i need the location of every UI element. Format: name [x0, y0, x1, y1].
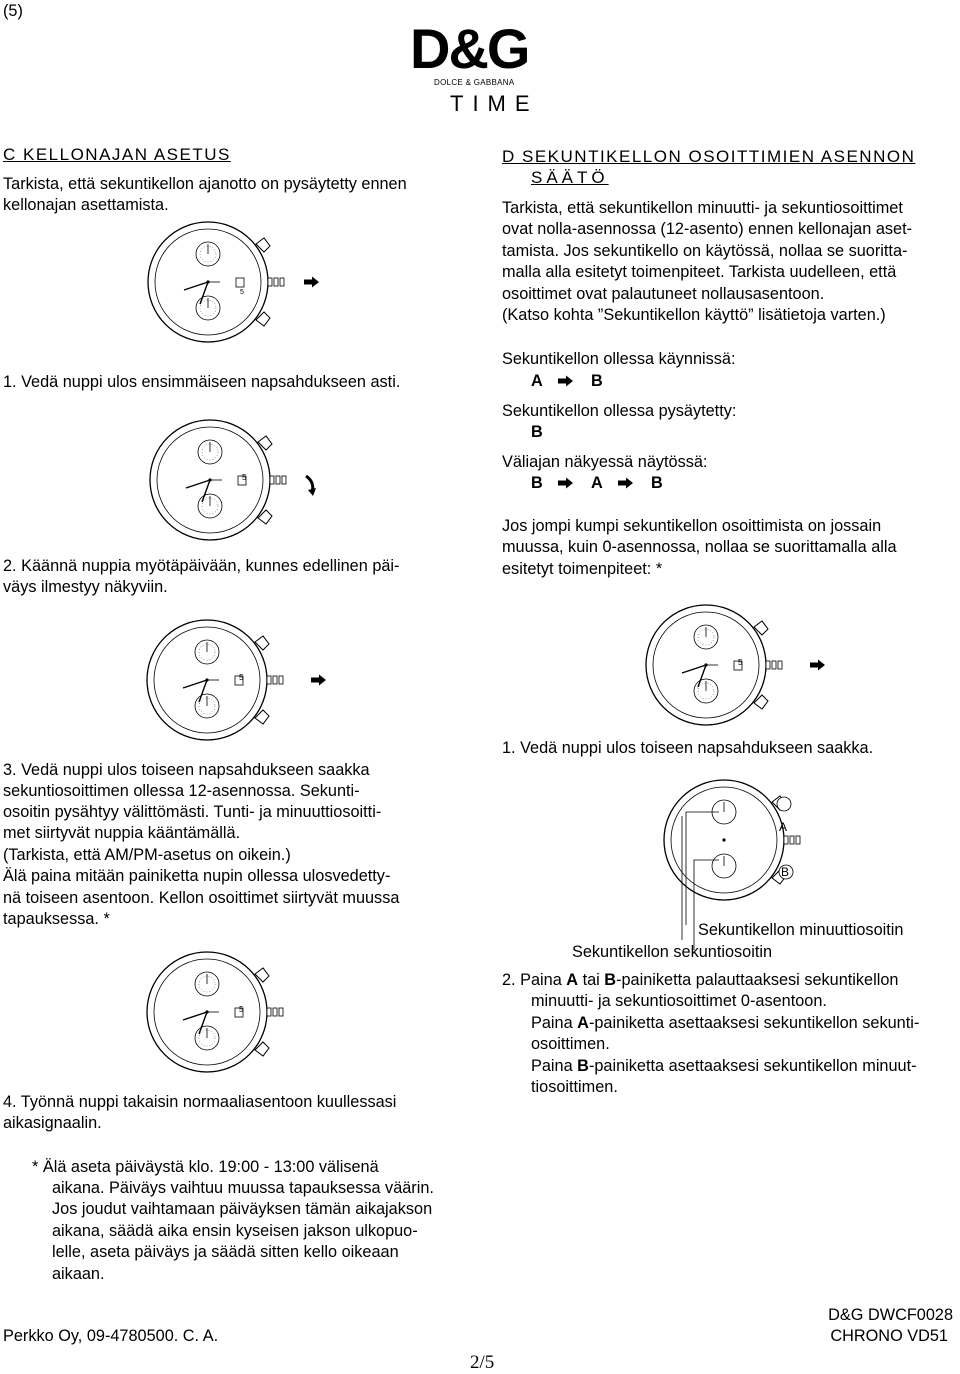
section-c-step3-line: tapauksessa. *: [3, 910, 110, 928]
footnote-line: lelle, aseta päiväys ja säädä sitten kello oikeaan: [52, 1243, 399, 1261]
section-d-heading: D SEKUNTIKELLON OSOITTIMIEN ASENNON: [502, 147, 916, 166]
section-c-step3-line: 3. Vedä nuppi ulos toiseen napsahdukseen saakka: [3, 761, 370, 779]
step2-a: A: [566, 971, 579, 989]
watch-diagram-3: [207, 680, 208, 681]
section-c-heading: C KELLONAJAN ASETUS: [3, 145, 231, 164]
section-c-step2-line: 2. Käännä nuppia myötäpäivään, kunnes edellinen päi-: [3, 557, 400, 575]
section-c-step3-line: osoitin pysähtyy välittömästi. Tunti- ja minuuttiosoitti-: [3, 803, 382, 821]
press-word: Paina: [531, 1057, 578, 1075]
footnote-line: aikana, säädä aika ensin kyseisen jakson ulkopuo-: [52, 1222, 418, 1240]
section-c-step3-line: nä toiseen asentoon. Kellon osoittimet siirtyvät muussa: [3, 889, 400, 907]
step2-prefix: 2. Paina: [502, 971, 567, 989]
running-label: Sekuntikellon ollessa käynnissä:: [502, 350, 736, 368]
step2-b: B: [604, 971, 617, 989]
split-label: Väliajan näkyessä näytössä:: [502, 453, 708, 471]
stopped-label: Sekuntikellon ollessa pysäytetty:: [502, 402, 737, 420]
footer-model1: D&G DWCF0028: [828, 1306, 953, 1324]
logo-text: D&G: [410, 17, 529, 80]
section-d-intro-line: osoittimet ovat palautuneet nollausasentoon.: [502, 285, 825, 303]
offzero-line: esitetyt toimenpiteet: *: [502, 560, 663, 578]
date-label: 5: [738, 658, 743, 667]
footer-left: Perkko Oy, 09-4780500. C. A.: [3, 1327, 219, 1345]
press-b-suffix: -painiketta asettaaksesi sekuntikellon minuut-: [588, 1057, 917, 1075]
watch-diagram-4: [207, 1012, 208, 1013]
press-a: A: [577, 1014, 589, 1032]
seq-running-b: B: [591, 372, 603, 390]
page-marker: (5): [3, 2, 23, 20]
section-c-step2-line: väys ilmestyy näkyviin.: [3, 578, 168, 596]
step2-mid: tai: [578, 971, 605, 989]
section-d-intro-line: tamista. Jos sekuntikello on käytössä, nollaa se suoritta-: [502, 242, 908, 260]
press-a-suffix: -painiketta asettaaksesi sekuntikellon sekunti-: [588, 1014, 920, 1032]
date-label: 5: [239, 673, 244, 682]
arrow-icon: [618, 483, 619, 484]
step2-suffix: -painiketta palauttaaksesi sekuntikellon: [616, 971, 899, 989]
watch-diagram-2: [210, 480, 211, 481]
section-c-step4-line: 4. Työnnä nuppi takaisin normaaliasentoon kuullessasi: [3, 1093, 397, 1111]
label-second-hand: Sekuntikellon sekuntiosoitin: [572, 943, 773, 961]
section-d-intro-line: malla alla esitetyt toimenpiteet. Tarkista uudelleen, että: [502, 263, 897, 281]
seq-split-b: B: [531, 474, 543, 492]
date-label: 5: [240, 289, 244, 296]
section-d-intro-line: ovat nolla-asennossa (12-asento) ennen kellonajan aset-: [502, 220, 913, 238]
logo-time: TIME: [450, 91, 539, 116]
footnote-line: aikaan.: [52, 1265, 105, 1283]
seq-running-a: A: [531, 372, 543, 390]
footnote-line: * Älä aseta päiväystä klo. 19:00 - 13:00 välisenä: [32, 1158, 379, 1176]
footnote-line: aikana. Päiväys vaihtuu muussa tapauksessa väärin.: [52, 1179, 434, 1197]
press-a-line2: osoittimen.: [531, 1035, 610, 1053]
callout-a: A: [779, 820, 788, 834]
label-minute-hand: Sekuntikellon minuuttiosoitin: [698, 921, 904, 939]
watch-diagram-5: [706, 665, 707, 666]
section-c-intro-line: kellonajan asettamista.: [3, 196, 169, 214]
arrow-icon: [558, 483, 559, 484]
section-c-step1: 1. Vedä nuppi ulos ensimmäiseen napsahdukseen asti.: [3, 373, 401, 391]
footnote-line: Jos joudut vaihtamaan päiväyksen tämän aikajakson: [52, 1200, 433, 1218]
offzero-line: muussa, kuin 0-asennossa, nollaa se suorittamalla alla: [502, 538, 897, 556]
press-b-line: [531, 1056, 917, 1078]
section-d-intro-line: Tarkista, että sekuntikellon minuutti- ja sekuntiosoittimet: [502, 199, 903, 217]
section-d-heading-line2: SÄÄTÖ: [531, 168, 609, 187]
watch-diagram-6: [724, 840, 725, 841]
section-c-step3-line: Älä paina mitään painiketta nupin ollessa ulosvedetty-: [3, 867, 391, 885]
seq-split-b2: B: [651, 474, 663, 492]
date-label: 5: [242, 473, 247, 482]
section-d-step2: [502, 970, 898, 992]
dg-time-logo: [410, 18, 558, 118]
seq-split-a: A: [591, 474, 603, 492]
seq-stopped-b: B: [531, 423, 543, 441]
press-b: B: [577, 1057, 589, 1075]
section-c-step3-line: sekuntiosoittimen ollessa 12-asennossa. Sekunti-: [3, 782, 360, 800]
section-c-step3-line: (Tarkista, että AM/PM-asetus on oikein.): [3, 846, 291, 864]
logo-subtext: DOLCE & GABBANA: [434, 78, 515, 87]
callout-b: B: [781, 865, 790, 879]
section-d-step1: 1. Vedä nuppi ulos toiseen napsahdukseen saakka.: [502, 739, 874, 757]
press-word: Paina: [531, 1014, 578, 1032]
page-number: 2/5: [470, 1352, 495, 1373]
offzero-line: Jos jompi kumpi sekuntikellon osoittimista on jossain: [502, 517, 882, 535]
press-b-line2: tiosoittimen.: [531, 1078, 618, 1096]
section-c-intro-line: Tarkista, että sekuntikellon ajanotto on pysäytetty ennen: [3, 175, 407, 193]
footer-model2: CHRONO VD51: [830, 1327, 948, 1345]
watch-diagram-1: [208, 282, 209, 283]
arrow-icon: [558, 381, 559, 382]
section-c-step4-line: aikasignaalin.: [3, 1114, 102, 1132]
section-c-step3-line: met siirtyvät nuppia kääntämällä.: [3, 824, 241, 842]
date-label: 5: [239, 1005, 244, 1014]
press-a-line: [531, 1013, 919, 1035]
section-d-intro-line: (Katso kohta ”Sekuntikellon käyttö” lisätietoja varten.): [502, 306, 886, 324]
section-d-step2-line2: minuutti- ja sekuntiosoittimet 0-asentoon.: [531, 992, 827, 1010]
